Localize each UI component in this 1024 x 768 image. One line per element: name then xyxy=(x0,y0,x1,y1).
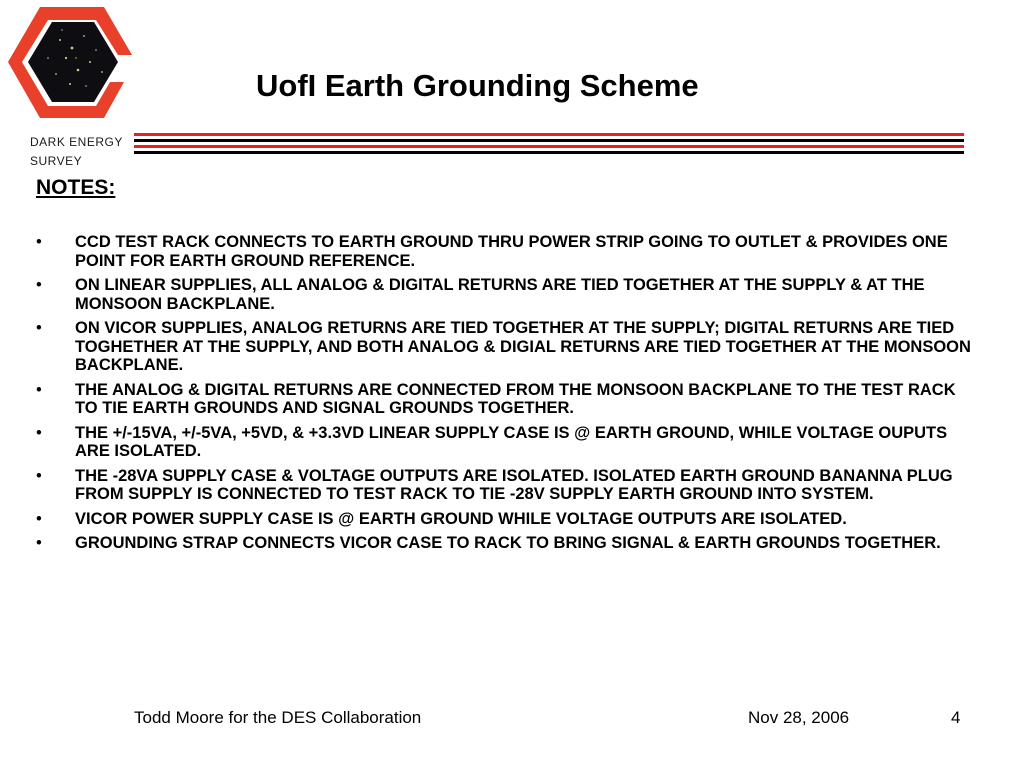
note-text: CCD TEST RACK CONNECTS TO EARTH GROUND THRU POWER STRIP GOING TO OUTLET & PROVIDES ONE POINT FOR EARTH GROUND REFERENCE. xyxy=(75,233,948,270)
bullet-marker: • xyxy=(36,233,42,251)
note-item xyxy=(36,510,976,529)
notes-list xyxy=(36,233,976,559)
logo-line-1: DARK ENERGY xyxy=(30,135,123,149)
logo-line-2: SURVEY xyxy=(30,154,83,168)
notes-heading: NOTES: xyxy=(36,176,116,199)
note-text: THE ANALOG & DIGITAL RETURNS ARE CONNECTED FROM THE MONSOON BACKPLANE TO THE TEST RACK TO TIE EARTH GROUNDS AND SIGNAL GROUNDS TOGETHER. xyxy=(75,380,956,417)
note-text: ON VICOR SUPPLIES, ANALOG RETURNS ARE TIED TOGETHER AT THE SUPPLY; DIGITAL RETURNS ARE TIED TOGHETHER AT THE SUPPLY, AND BOTH ANALOG & DIGIAL RETURNS ARE TIED TOGETHER AT THE MONSOON BACKPLANE. xyxy=(75,319,971,374)
footer-date: Nov 28, 2006 xyxy=(748,708,850,727)
note-text: THE -28VA SUPPLY CASE & VOLTAGE OUTPUTS ARE ISOLATED. ISOLATED EARTH GROUND BANANNA PLUG FROM SUPPLY IS CONNECTED TO TEST RACK TO TIE -28V SUPPLY EARTH GROUND INTO SYSTEM. xyxy=(75,466,953,503)
note-text: ON LINEAR SUPPLIES, ALL ANALOG & DIGITAL RETURNS ARE TIED TOGETHER AT THE SUPPLY & AT THE MONSOON BACKPLANE. xyxy=(75,276,925,313)
note-text: GROUNDING STRAP CONNECTS VICOR CASE TO RACK TO BRING SIGNAL & EARTH GROUNDS TOGETHER. xyxy=(75,534,941,552)
note-text: VICOR POWER SUPPLY CASE IS @ EARTH GROUND WHILE VOLTAGE OUTPUTS ARE ISOLATED. xyxy=(75,509,847,528)
bullet-marker: • xyxy=(36,534,42,552)
bullet-marker: • xyxy=(36,276,42,294)
note-item xyxy=(36,319,976,375)
dark-energy-survey-hexagon-logo-icon xyxy=(0,0,140,130)
header-rule-2 xyxy=(134,139,964,142)
note-item xyxy=(36,381,976,418)
header-rule-4 xyxy=(134,151,964,154)
logo-starfield xyxy=(28,22,118,102)
footer-author: Todd Moore for the DES Collaboration xyxy=(134,708,422,727)
header-rule-1 xyxy=(134,133,964,136)
bullet-marker: • xyxy=(36,466,42,485)
note-text: THE +/-15VA, +/-5VA, +5VD, & +3.3VD LINEAR SUPPLY CASE IS @ EARTH GROUND, WHILE VOLTAGE OUPUTS ARE ISOLATED. xyxy=(75,423,948,460)
bullet-marker: • xyxy=(36,423,42,442)
logo-wordmark xyxy=(30,133,123,171)
bullet-marker: • xyxy=(36,380,42,399)
note-item xyxy=(36,534,976,553)
des-logo xyxy=(0,0,140,175)
header-rule-3 xyxy=(134,145,964,148)
footer-page-number: 4 xyxy=(951,708,961,727)
bullet-marker: • xyxy=(36,319,42,337)
note-item xyxy=(36,467,976,504)
note-item xyxy=(36,424,976,461)
note-item xyxy=(36,276,976,313)
note-item xyxy=(36,233,976,270)
bullet-marker: • xyxy=(36,509,42,528)
slide-title: UofI Earth Grounding Scheme xyxy=(256,68,699,103)
